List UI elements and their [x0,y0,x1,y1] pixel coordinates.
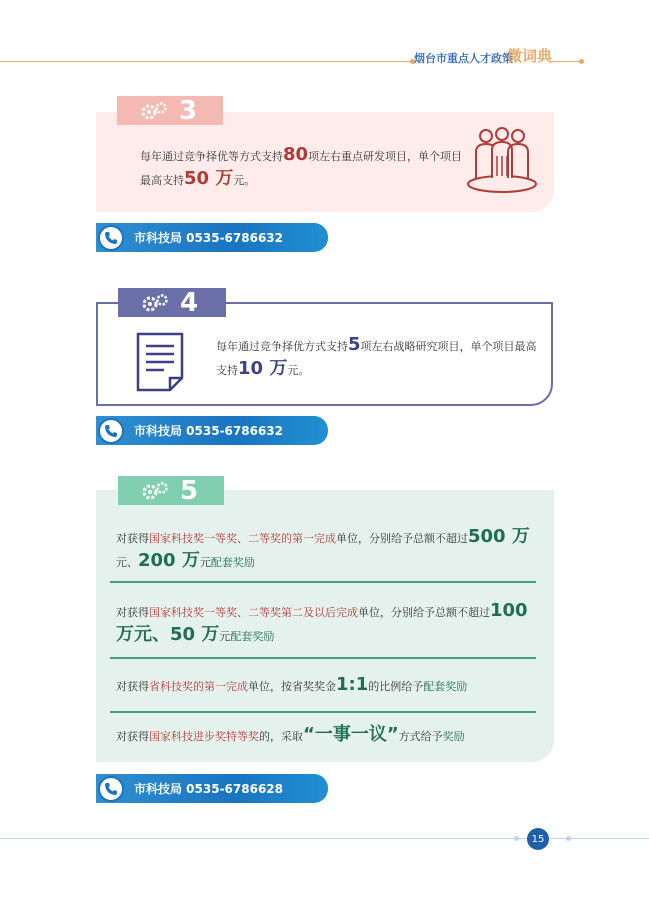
phone-icon [98,776,124,802]
contact-text: 市科技局 0535-6786628 [134,782,284,796]
policy-text: 每年通过竞争择优等方式支持80项左右重点研发项目，单个项目最高支持50 万元。 [140,144,463,189]
page-number: 15 [527,828,549,850]
section-tab-5 [118,476,224,505]
people-group-icon [466,126,538,194]
footer-dot [566,836,571,841]
policy-card-3 [96,112,554,212]
header-brand: 微词典 [507,47,553,65]
header-title: 烟台市重点人才政策 [414,52,513,65]
contact-bar[interactable] [96,416,328,445]
reward-item: 对获得国家科技奖一等奖、二等奖的第一完成单位，分别给予总额不超过500 万元、200 万元配套奖励 [116,526,530,571]
reward-item: 对获得国家科技进步奖特等奖的，采取“一事一议”方式给予奖励 [116,724,465,745]
gears-icon [140,292,170,314]
header-rule-right [549,61,581,62]
phone-icon [98,225,124,251]
section-tab-3 [117,96,223,125]
footer-rule [0,838,649,839]
section-number: 3 [179,95,198,126]
policy-card-4 [96,302,553,406]
gears-icon [140,480,170,502]
section-number: 4 [180,287,199,318]
contact-text: 市科技局 0535-6786632 [134,424,284,438]
policy-card-5 [96,490,554,762]
divider [110,581,536,583]
reward-item: 对获得国家科技奖一等奖、二等奖第二及以后完成单位，分别给予总额不超过100万元、50 万元配套奖励 [116,600,528,645]
contact-text: 市科技局 0535-6786632 [134,231,284,245]
contact-bar[interactable] [96,774,328,803]
phone-icon [98,418,124,444]
header-dot [579,59,584,64]
divider [110,711,536,713]
contact-bar[interactable] [96,223,328,252]
header-rule-left [0,61,412,62]
section-number: 5 [180,475,199,506]
document-icon [134,332,186,392]
gears-icon [139,100,169,122]
policy-text: 每年通过竞争择优方式支持5项左右战略研究项目，单个项目最高支持10 万元。 [216,334,537,379]
reward-item: 对获得省科技奖的第一完成单位，按省奖奖金1:1的比例给予配套奖励 [116,674,468,695]
footer-dot [514,836,519,841]
divider [110,657,536,659]
section-tab-4 [118,288,226,317]
